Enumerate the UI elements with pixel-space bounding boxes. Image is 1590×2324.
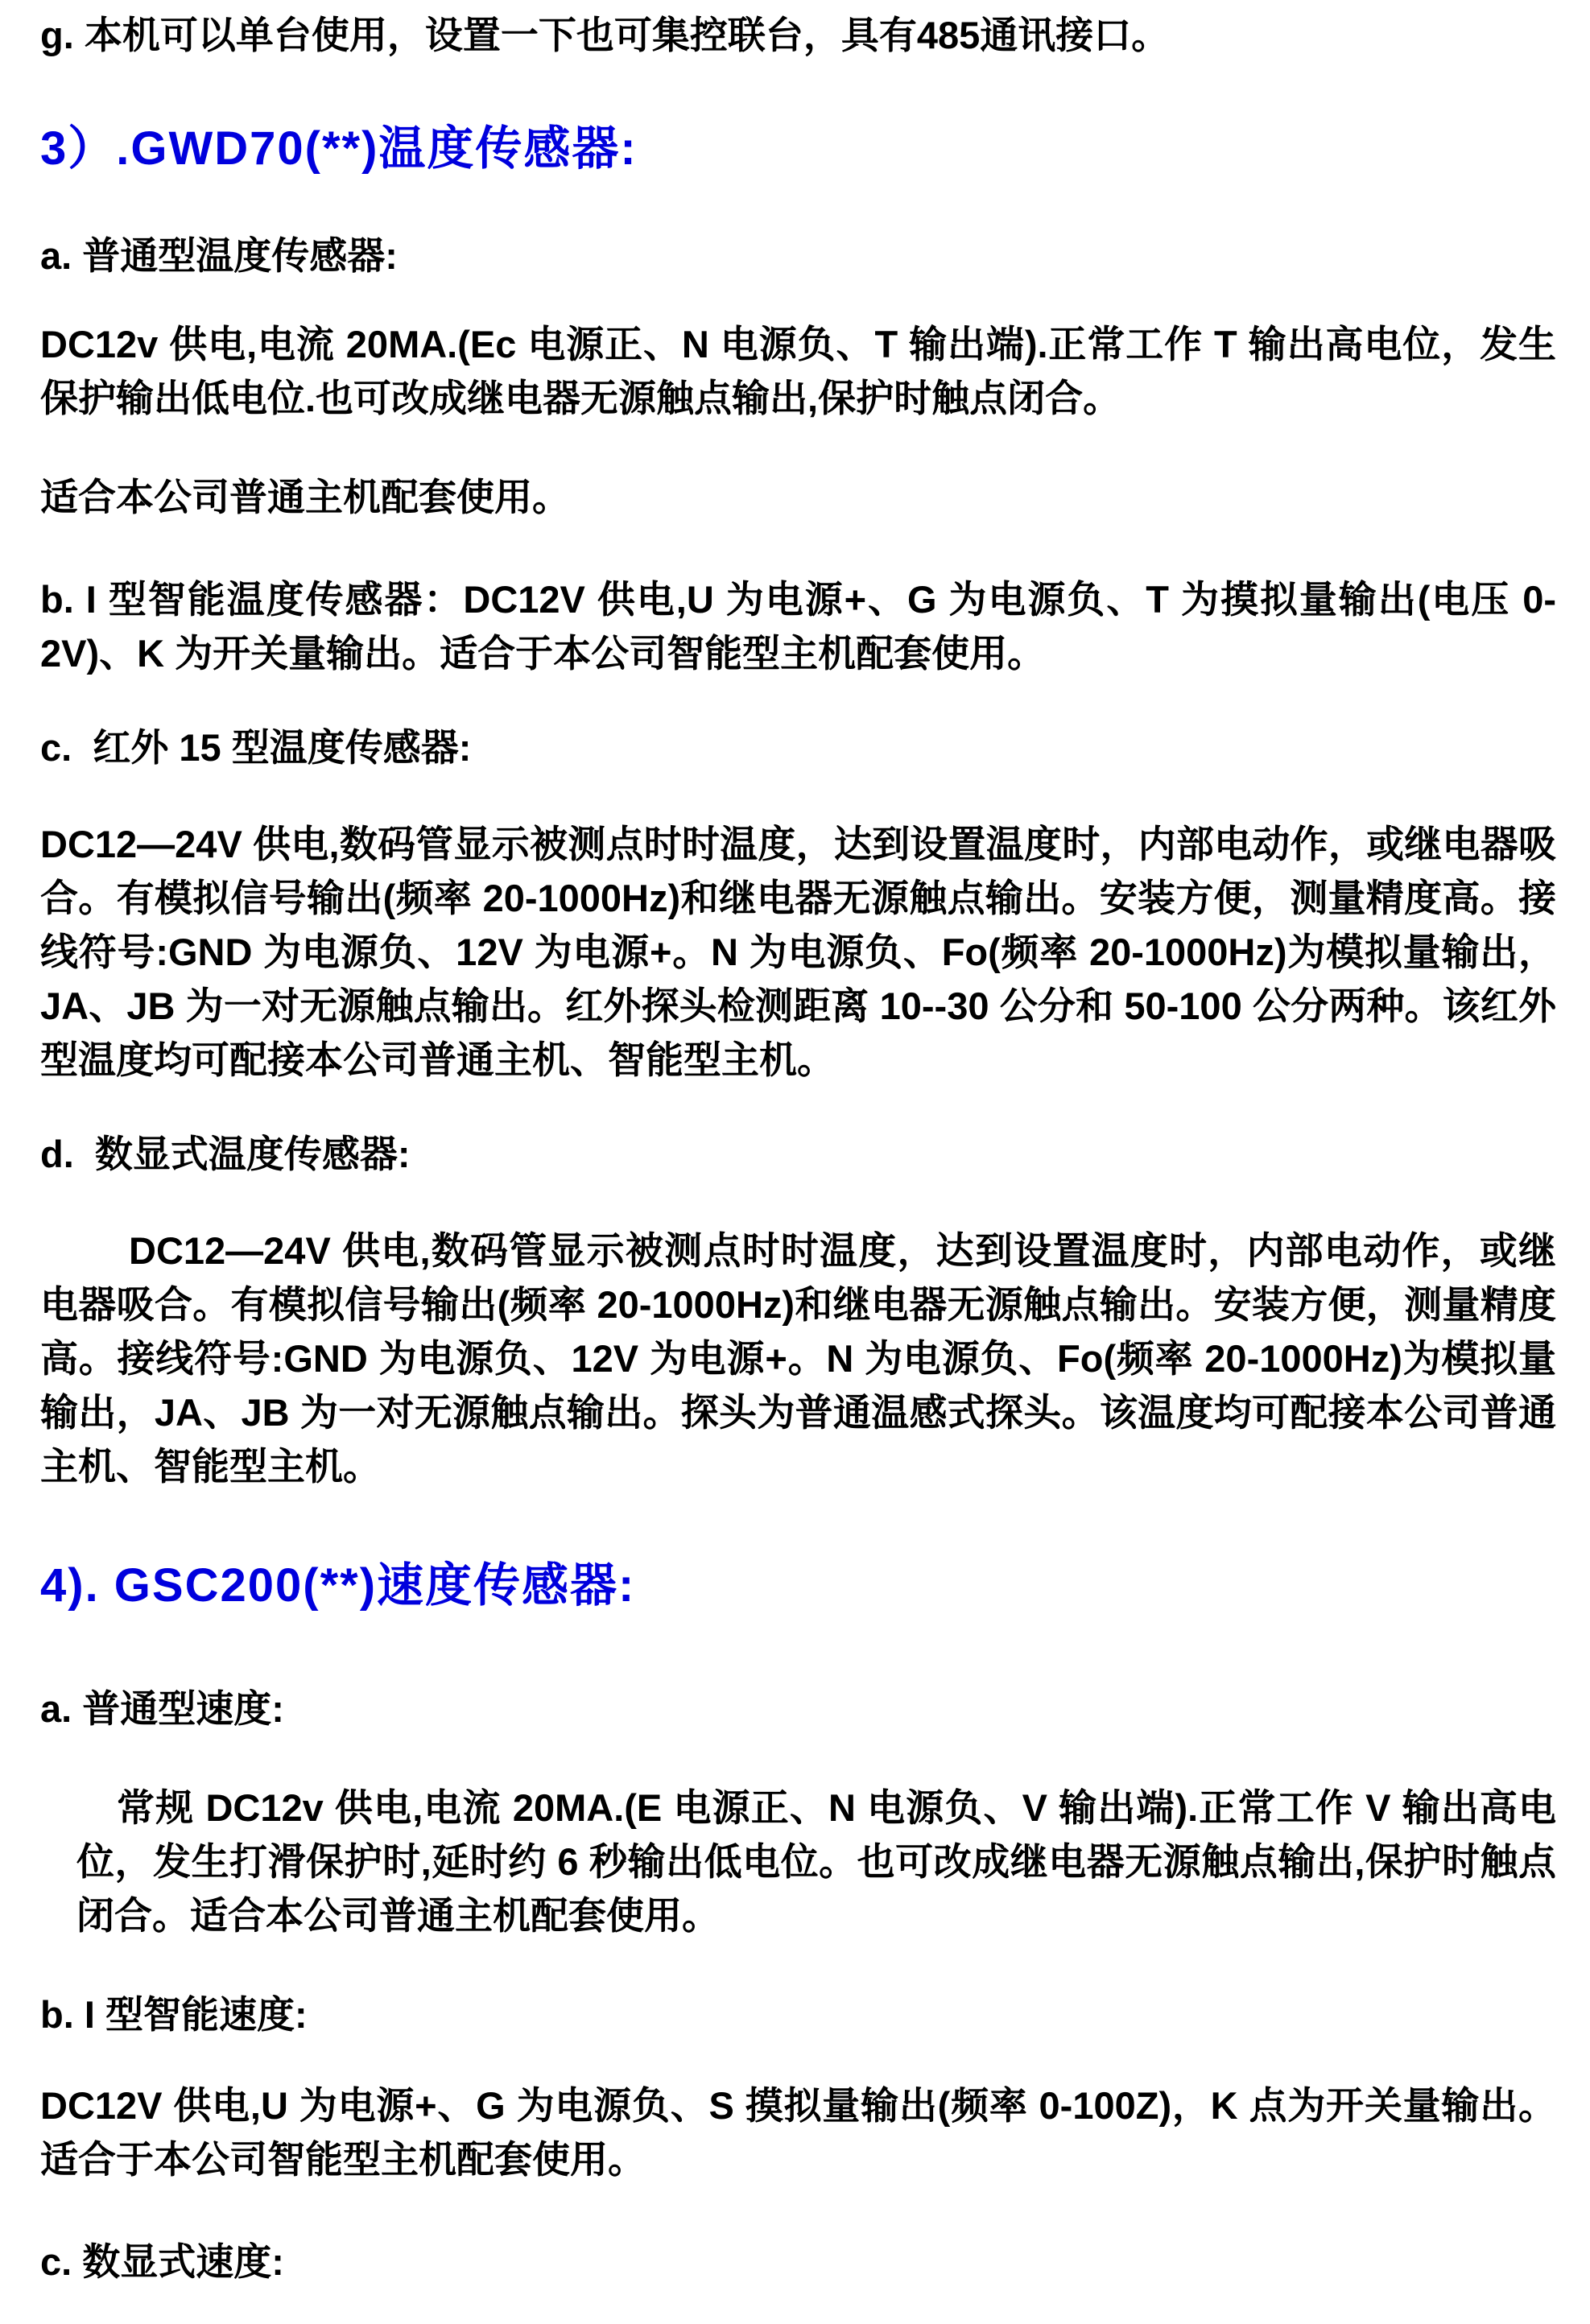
gwd70-item-d-paragraph: DC12—24V 供电,数码管显示被测点时时温度，达到设置温度时，内部电动作，或继电器吸合。有模拟信号输出(频率 20-1000Hz)和继电器无源触点输出。安装方便，测量精度高。接线符号:GND 为电源负、12V 为电源+。N 为电源负、Fo(频率 20-1000Hz)为模拟量输出，JA、JB 为一对无源触点输出。探头为普通温感式探头。该温度均可配接本公司普通主机、智能型主机。 xyxy=(40,1229,1556,1488)
gsc200-item-a-title: a. 普通型速度: xyxy=(40,1687,284,1730)
gwd70-item-d-title: d. 数显式温度传感器: xyxy=(40,1133,411,1175)
gwd70-item-c-paragraph: DC12—24V 供电,数码管显示被测点时时温度，达到设置温度时，内部电动作，或继电器吸合。有模拟信号输出(频率 20-1000Hz)和继电器无源触点输出。安装方便，测量精度高。接线符号:GND 为电源负、12V 为电源+。N 为电源负、Fo(频率 20-1000Hz)为模拟量输出，JA、JB 为一对无源触点输出。红外探头检测距离 10--30 公分和 50-100 公分两种。该红外型温度均可配接本公司普通主机、智能型主机。 xyxy=(40,823,1556,1081)
gwd70-item-a-note: 适合本公司普通主机配套使用。 xyxy=(40,476,570,518)
gwd70-item-b-paragraph: b. I 型智能温度传感器：DC12V 供电,U 为电源+、G 为电源负、T 为摸拟量输出(电压 0-2V)、K 为开关量输出。适合于本公司智能型主机配套使用。 xyxy=(40,578,1556,675)
gsc200-item-a-paragraph: 常规 DC12v 供电,电流 20MA.(E 电源正、N 电源负、V 输出端).正常工作 V 输出高电位，发生打滑保护时,延时约 6 秒输出低电位。也可改成继电器无源触点输出,保护时触点闭合。适合本公司普通主机配套使用。 xyxy=(76,1786,1556,1937)
gsc200-item-b-paragraph: DC12V 供电,U 为电源+、G 为电源负、S 摸拟量输出(频率 0-100Z)，K 点为开关量输出。适合于本公司智能型主机配套使用。 xyxy=(40,2084,1556,2181)
gwd70-item-c-title: c. 红外 15 型温度传感器: xyxy=(40,726,472,769)
section-heading-gsc200: 4). GSC200(**)速度传感器: xyxy=(40,1559,636,1612)
gwd70-item-a-paragraph: DC12v 供电,电流 20MA.(Ec 电源正、N 电源负、T 输出端).正常工作 T 输出高电位，发生保护输出低电位.也可改成继电器无源触点输出,保护时触点闭合。 xyxy=(40,323,1556,419)
paragraph-feature-g: g. 本机可以单台使用，设置一下也可集控联台，具有485通讯接口。 xyxy=(40,14,1170,56)
gsc200-item-b-title: b. I 型智能速度: xyxy=(40,1993,308,2036)
gwd70-item-a-title: a. 普通型温度传感器: xyxy=(40,234,398,277)
section-heading-gwd70: 3）.GWD70(**)温度传感器: xyxy=(40,122,638,175)
gsc200-item-c-title: c. 数显式速度: xyxy=(40,2240,284,2283)
